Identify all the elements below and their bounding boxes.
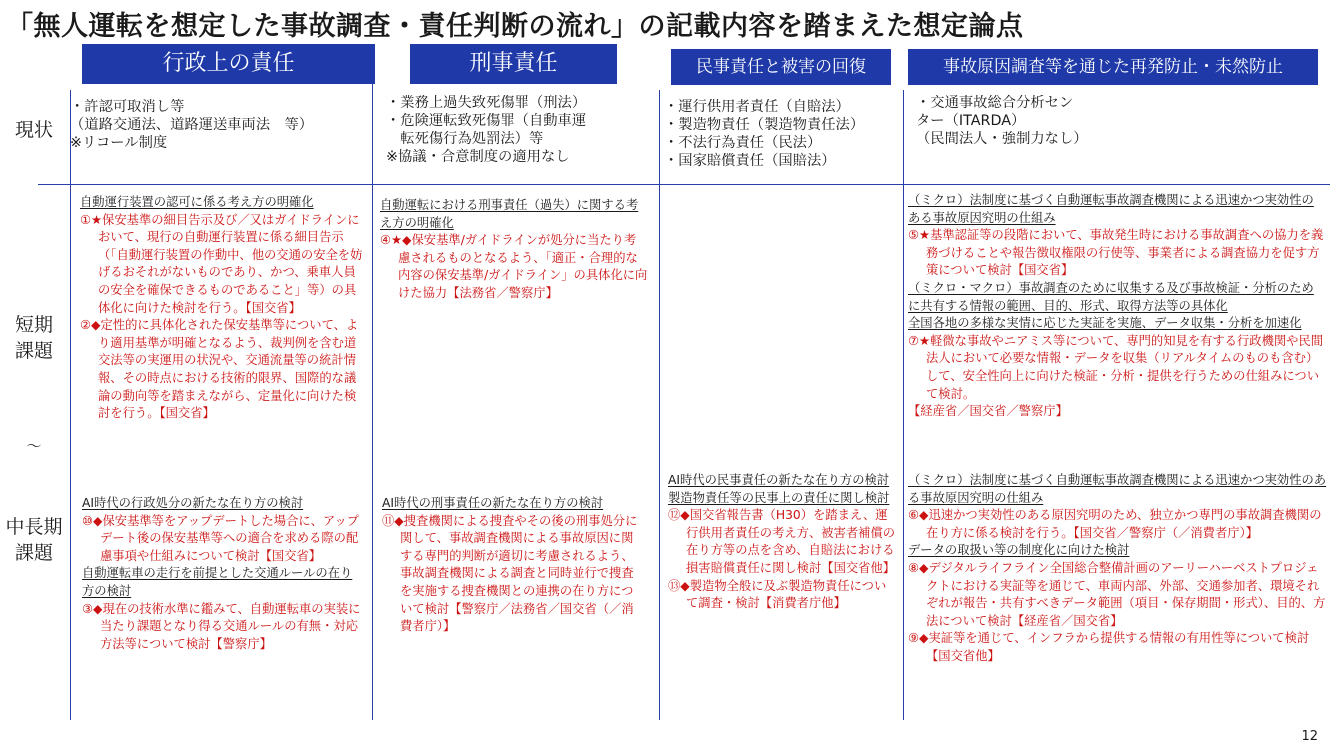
mid-prevention <box>908 472 1330 666</box>
mid-admin <box>82 495 362 653</box>
issue-item: ⑩◆保安基準等をアップデートした場合に、アップデート後の保安基準等への適合を求める際の配慮事項や仕組みについて検討【国交省】 <box>82 513 359 563</box>
current-criminal-line: ※協議・合意制度の適用なし <box>386 149 570 165</box>
short-admin <box>80 194 366 423</box>
current-civil-line: ・国家賠償責任（国賠法） <box>664 153 836 169</box>
issue-heading: （ミクロ）法制度に基づく自動運転事故調査機関による迅速かつ実効性のある事故原因究明の仕組み <box>908 473 1327 505</box>
column-header-admin: 行政上の責任 <box>82 44 375 84</box>
issue-item: 【経産省／国交省／警察庁】 <box>908 404 1068 419</box>
row-label-mid-1: 中長期 <box>5 516 63 538</box>
issue-item: ①★保安基準の細目告示及び／又はガイドラインにおいて、現行の自動運行装置に係る細目告示（「自動運行装置の作動中、他の交通の安全を妨げるおそれがないものであり、かつ、乗車人員の安全を確保できるものであること」等）の具体化に向けた検討を行う。【国交省】 <box>80 212 363 315</box>
issue-item: ⑪◆捜査機関による捜査やその後の刑事処分に関して、事故調査機関による事故原因に関する専門的判断が適切に考慮されるよう、事故調査機関による調査と同時並行で捜査を実施する捜査機関との連携の在り方について検討【警察庁／法務省／国交省（／消費者庁）】 <box>382 513 638 634</box>
mid-civil <box>668 472 898 613</box>
current-civil-line: ・運行供用者責任（自賠法） <box>664 99 850 115</box>
issue-heading: AI時代の民事責任の新たな在り方の検討 <box>668 473 890 487</box>
current-prevention-line: （民間法人・強制力なし） <box>916 131 1088 147</box>
issue-heading: データの取扱い等の制度化に向けた検討 <box>908 543 1130 558</box>
issue-heading: 自動運転車の走行を前提とした交通ルールの在り方の検討 <box>82 566 353 598</box>
current-civil-line: ・製造物責任（製造物責任法） <box>664 117 865 133</box>
current-criminal <box>386 94 656 166</box>
issue-item: ③◆現在の技術水準に鑑みて、自動運転車の実装に当たり課題となり得る交通ルールの有無・対応方法等について検討【警察庁】 <box>82 601 361 651</box>
column-header-criminal: 刑事責任 <box>410 44 617 84</box>
current-civil <box>664 98 902 170</box>
current-civil-line: ・不法行為責任（民法） <box>664 135 822 151</box>
column-header-prevention: 事故原因調査等を通じた再発防止・未然防止 <box>908 49 1318 85</box>
issue-item: ⑦★軽微な事故やニアミス等について、専門的知見を有する行政機関や民間法人において必要な情報・データを収集（リアルタイムのものも含む）して、安全性向上に向けた検証・分析・提供を行うための仕組みについて検討。 <box>908 333 1324 401</box>
issue-heading: 全国各地の多様な実情に応じた実証を実施、データ収集・分析を加速化 <box>908 316 1302 331</box>
current-prevention <box>916 94 1116 148</box>
issue-item: ⑥◆迅速かつ実効性のある原因究明のため、独立かつ専門の事故調査機関の在り方に係る検討を行う。【国交省／警察庁（／消費者庁）】 <box>908 508 1322 540</box>
issue-heading: （ミクロ）法制度に基づく自動運転事故調査機関による迅速かつ実効性のある事故原因究明の仕組み <box>908 193 1314 225</box>
issue-heading: 自動運行装置の認可に係る考え方の明確化 <box>80 195 314 209</box>
current-admin-line: （道路交通法、道路運送車両法 等） <box>70 117 314 133</box>
row-label-short-1: 短期 <box>14 314 53 336</box>
column-header-civil: 民事責任と被害の回復 <box>671 49 891 85</box>
issue-item: ⑧◆デジタルライフライン全国総合整備計画のアーリーハーベストプロジェクトにおける実証等を通じて、車両内部、外部、交通参加者、環境それぞれが報告・共有すべきデータ範囲（項目・保存期間・形式）、目的、方法について検討【経産省／国交省】 <box>908 560 1326 628</box>
issue-item: ⑫◆国交省報告書（H30）を踏まえ、運行供用者責任の考え方、被害者補償の在り方等の点を含め、自賠法における損害賠償責任に関し検討【国交省他】 <box>668 508 896 575</box>
row-label-mid-2: 課題 <box>14 542 53 564</box>
current-criminal-line: 転死傷行為処罰法）等 <box>386 131 544 147</box>
issue-heading: （ミクロ・マクロ）事故調査のために収集する及び事故検証・分析のために共有する情報の範囲、目的、形式、取得方法等の具体化 <box>908 280 1314 313</box>
issue-heading: 自動運転における刑事責任（過失）に関する考え方の明確化 <box>380 198 639 230</box>
current-admin <box>70 98 370 152</box>
issue-item: ④★◆保安基準/ガイドラインが処分に当たり考慮されるものとなるよう、「適正・合理的な内容の保安基準/ガイドライン」の具体化に向けた協力【法務省／警察庁】 <box>380 233 648 300</box>
current-criminal-line: ・危険運転致死傷罪（自動車運 <box>386 113 587 129</box>
issue-item: ⑤★基準認証等の段階において、事故発生時における事故調査への協力を義務づけることや報告徴収権限の行使等、事業者による調査協力を促す方策について検討【国交省】 <box>908 228 1324 278</box>
current-prevention-line: ・交通事故総合分析セン <box>916 95 1074 111</box>
row-label-current: 現状 <box>14 119 53 141</box>
grid-line-h1 <box>38 184 1330 185</box>
issue-item: ⑬◆製造物全般に及ぶ製造物責任について調査・検討【消費者庁他】 <box>668 578 887 611</box>
current-admin-line: ※リコール制度 <box>70 135 168 151</box>
current-criminal-line: ・業務上過失致死傷罪（刑法） <box>386 95 587 111</box>
page-number: 12 <box>1301 729 1318 744</box>
row-label-short-2: 課題 <box>14 340 53 362</box>
current-admin-line: ・許認可取消し等 <box>70 99 185 115</box>
issue-item: ②◆定性的に具体化された保安基準等について、より適用基準が明確となるよう、裁判例を含む道交法等の実運用の状況や、交通流量等の統計情報、その時点における技術的限界、国際的な議論の動向等を踏まえながら、定量化に向けた検討を行う。【国交省】 <box>80 318 359 421</box>
short-prevention <box>908 192 1324 421</box>
issue-heading: 製造物責任等の民事上の責任に関し検討 <box>668 490 890 505</box>
current-prevention-line: ター（ITARDA） <box>916 113 1026 129</box>
issue-heading: AI時代の刑事責任の新たな在り方の検討 <box>382 496 604 510</box>
issue-item: ⑨◆実証等を通じて、インフラから提供する情報の有用性等について検討【国交省他】 <box>908 631 1310 663</box>
page-title: 「無人運転を想定した事故調査・責任判断の流れ」の記載内容を踏まえた想定論点 <box>6 11 1024 42</box>
grid-line-v2 <box>372 84 373 720</box>
short-criminal <box>380 197 648 303</box>
row-label-separator: ～ <box>26 437 42 455</box>
issue-heading: AI時代の行政処分の新たな在り方の検討 <box>82 496 304 510</box>
mid-criminal <box>382 495 640 636</box>
